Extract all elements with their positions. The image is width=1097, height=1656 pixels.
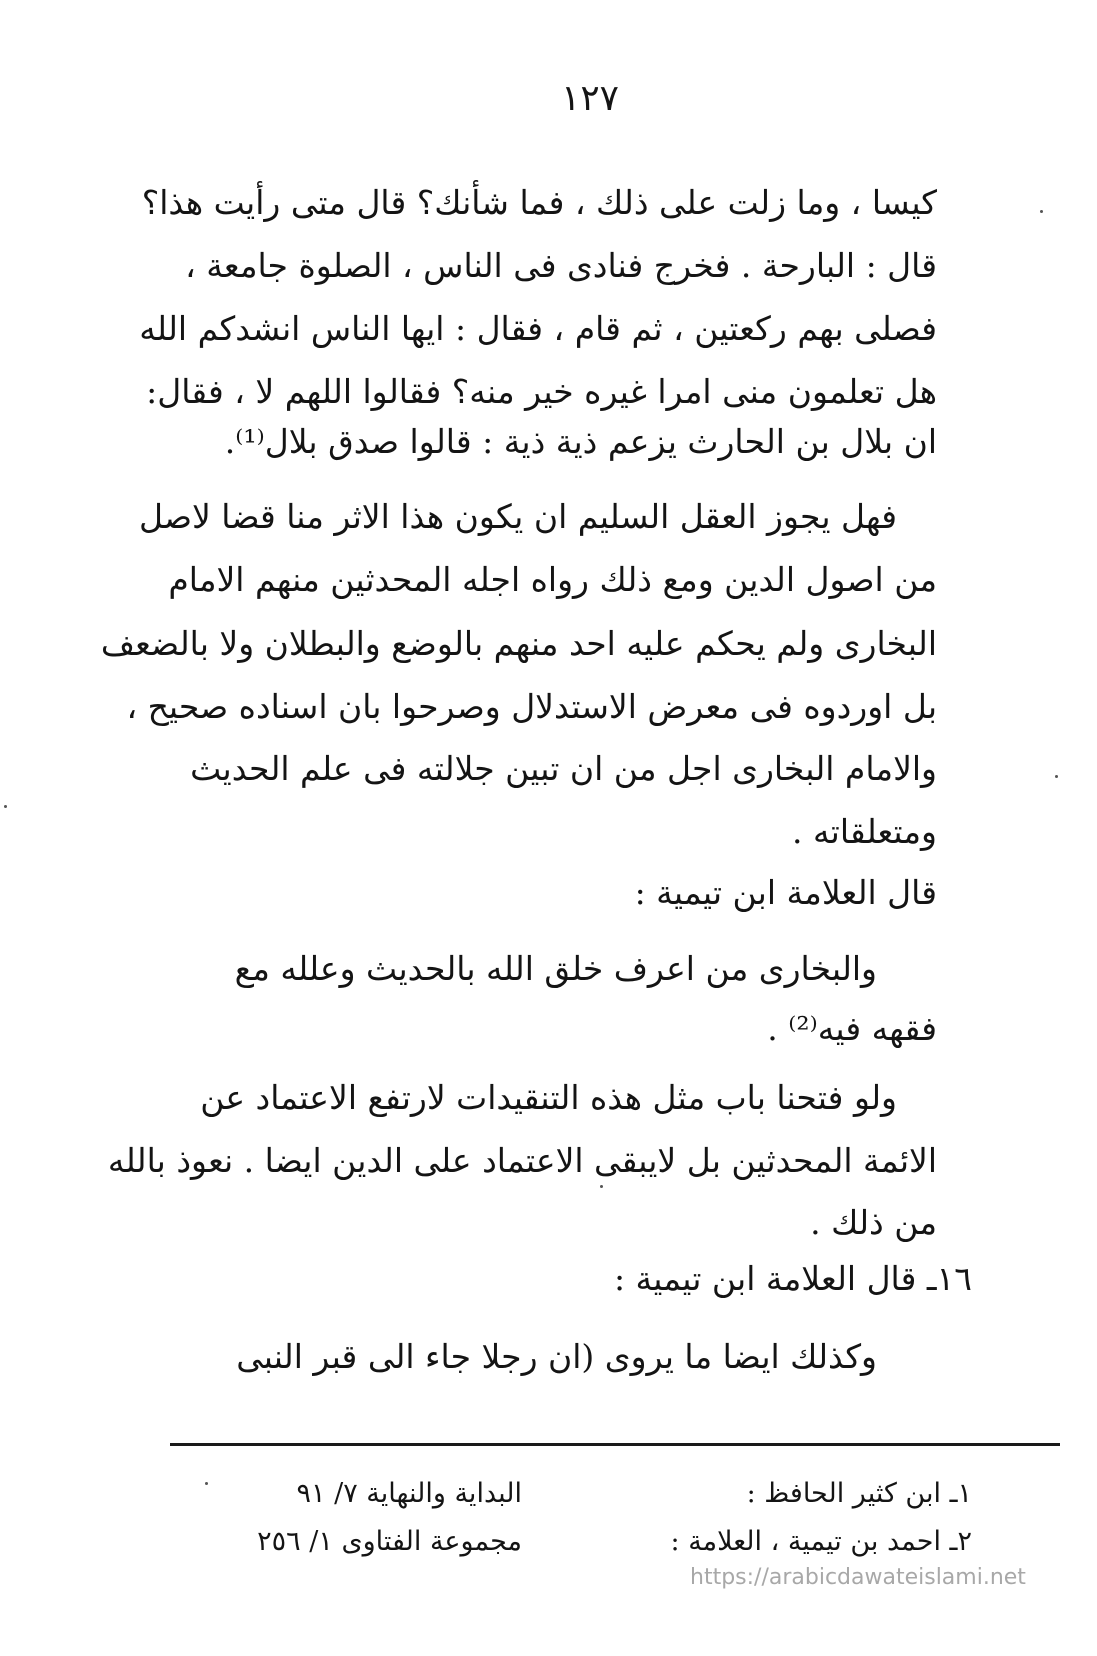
quote-intro: قال العلامة ابن تيمية :: [634, 873, 937, 912]
scan-speck: [600, 1185, 603, 1188]
quote-line: فقهه فيه⁽²⁾ .: [767, 1009, 937, 1048]
body-line: الائمة المحدثين بل لايبقى الاعتماد على الدين ايضا . نعوذ بالله: [107, 1141, 937, 1180]
footnote-author: ١ـ ابن كثير الحافظ :: [746, 1478, 972, 1509]
body-line: من اصول الدين ومع ذلك رواه اجله المحدثين منهم الامام: [168, 560, 937, 599]
body-line: فهل يجوز العقل السليم ان يكون هذا الاثر منا قضا لاصل: [138, 497, 897, 536]
body-line: وكذلك ايضا ما يروى (ان رجلا جاء الى قبر النبى: [236, 1337, 877, 1376]
watermark: https://arabicdawateislami.net: [690, 1565, 1026, 1590]
body-line: ان بلال بن الحارث يزعم ذية ذية : قالوا صدق بلال⁽¹⁾.: [224, 422, 937, 461]
scan-speck: [205, 1482, 208, 1485]
body-line: بل اوردوه فى معرض الاستدلال وصرحوا بان اسناده صحيح ،: [126, 687, 937, 726]
numbered-heading: ١٦ـ قال العلامة ابن تيمية :: [613, 1259, 972, 1298]
body-line: فصلى بهم ركعتين ، ثم قام ، فقال : ايها الناس انشدكم الله: [139, 309, 937, 348]
scan-speck: [4, 805, 7, 808]
body-line: ومتعلقاته .: [791, 812, 937, 851]
body-line: قال : البارحة . فخرج فنادى فى الناس ، الصلوة جامعة ،: [185, 246, 937, 285]
quote-line: والبخارى من اعرف خلق الله بالحديث وعلله مع: [234, 949, 877, 988]
body-line: كيسا ، وما زلت على ذلك ، فما شأنك؟ قال متى رأيت هذا؟: [141, 183, 937, 222]
footnote-reference: البداية والنهاية ٧/ ٩١: [296, 1478, 522, 1509]
body-line: والامام البخارى اجل من ان تبين جلالته فى علم الحديث: [190, 749, 937, 788]
footnote-divider: [170, 1443, 1060, 1446]
footnote-reference: مجموعة الفتاوى ١/ ٢٥٦: [257, 1526, 522, 1557]
footnote-author: ٢ـ احمد بن تيمية ، العلامة :: [670, 1526, 972, 1557]
scan-speck: [1055, 775, 1058, 778]
page-number: ١٢٧: [560, 78, 619, 119]
body-line: من ذلك .: [810, 1203, 937, 1242]
body-line: هل تعلمون منى امرا غيره خير منه؟ فقالوا اللهم لا ، فقال:: [146, 372, 937, 411]
body-line: ولو فتحنا باب مثل هذه التنقيدات لارتفع الاعتماد عن: [200, 1078, 897, 1117]
body-line: البخارى ولم يحكم عليه احد منهم بالوضع والبطلان ولا بالضعف: [100, 624, 937, 663]
scan-speck: [1040, 210, 1043, 213]
